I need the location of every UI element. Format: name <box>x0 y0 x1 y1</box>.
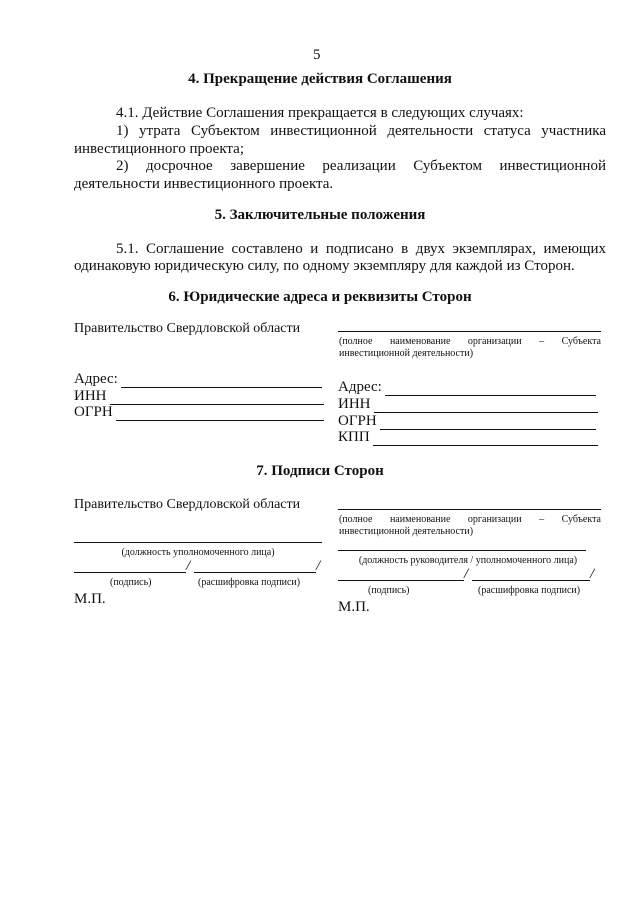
field-label: Адрес: <box>338 379 382 395</box>
section-6-heading: 6. Юридические адреса и реквизиты Сторон <box>168 289 472 305</box>
section-4-item-1-line-2: инвестиционного проекта; <box>74 141 244 157</box>
section-6-left-party: Правительство Свердловской области <box>74 321 301 336</box>
right-position-caption: (должность руководителя / уполномоченного лица) <box>358 555 578 566</box>
field-line <box>373 432 598 446</box>
section-6-left-ogrn-field <box>74 403 324 421</box>
field-label: ОГРН <box>74 404 113 420</box>
left-position-caption: (должность уполномоченного лица) <box>121 547 275 558</box>
right-decoding-slash: / <box>590 566 595 582</box>
section-6-right-caption-line-2: инвестиционной деятельности) <box>339 348 474 359</box>
section-5-paragraph-line-1: 5.1. Соглашение составлено и подписано в двух экземплярах, имеющих <box>116 241 606 257</box>
section-6-right-address-field <box>338 378 596 396</box>
section-7-organization-name-line <box>338 509 601 510</box>
left-decoding-caption: (расшифровка подписи) <box>198 577 301 588</box>
field-label: КПП <box>338 429 370 445</box>
right-signature-caption: (подпись) <box>368 585 410 596</box>
right-position-line <box>338 550 586 551</box>
section-5-heading: 5. Заключительные положения <box>214 207 426 223</box>
section-6-left-address-field <box>74 370 322 388</box>
section-6-right-caption-line-1: (полное наименование организации – Субъекта <box>339 336 601 347</box>
section-4-item-2-line-1: 2) досрочное завершение реализации Субъектом инвестиционной <box>116 158 606 174</box>
section-7-right-caption-line-1: (полное наименование организации – Субъекта <box>339 514 601 525</box>
section-7-right-caption-line-2: инвестиционной деятельности) <box>339 526 474 537</box>
section-4-heading: 4. Прекращение действия Соглашения <box>188 71 452 87</box>
right-decoding-line <box>472 580 590 581</box>
right-signature-line <box>338 580 464 581</box>
field-label: ИНН <box>338 396 371 412</box>
left-signature-caption: (подпись) <box>110 577 152 588</box>
left-signature-line <box>74 572 186 573</box>
section-4-item-2-line-2: деятельности инвестиционного проекта. <box>74 176 334 192</box>
section-4-item-1-line-1: 1) утрата Субъектом инвестиционной деятельности статуса участника <box>116 123 606 139</box>
field-line <box>116 407 324 421</box>
page-number: 5 <box>313 47 321 63</box>
left-decoding-line <box>194 572 316 573</box>
field-label: ОГРН <box>338 413 377 429</box>
section-6-organization-name-line <box>338 331 601 332</box>
field-line <box>374 399 599 413</box>
field-label: ИНН <box>74 388 107 404</box>
left-position-line <box>74 542 322 543</box>
section-6-right-inn-field <box>338 395 598 413</box>
section-5-paragraph-line-2: одинаковую юридическую силу, по одному экземпляру для каждой из Сторон. <box>74 258 575 274</box>
right-seal-label: М.П. <box>338 599 370 615</box>
field-line <box>385 382 596 396</box>
section-6-right-kpp-field <box>338 428 598 446</box>
section-4-paragraph-1: 4.1. Действие Соглашения прекращается в следующих случаях: <box>116 105 524 121</box>
right-decoding-caption: (расшифровка подписи) <box>478 585 581 596</box>
section-7-left-party: Правительство Свердловской области <box>74 497 301 512</box>
left-seal-label: М.П. <box>74 591 106 607</box>
right-signature-slash: / <box>464 566 469 582</box>
left-signature-slash: / <box>186 558 191 574</box>
section-7-heading: 7. Подписи Сторон <box>256 463 384 479</box>
field-label: Адрес: <box>74 371 118 387</box>
left-decoding-slash: / <box>316 558 321 574</box>
field-line <box>121 374 322 388</box>
